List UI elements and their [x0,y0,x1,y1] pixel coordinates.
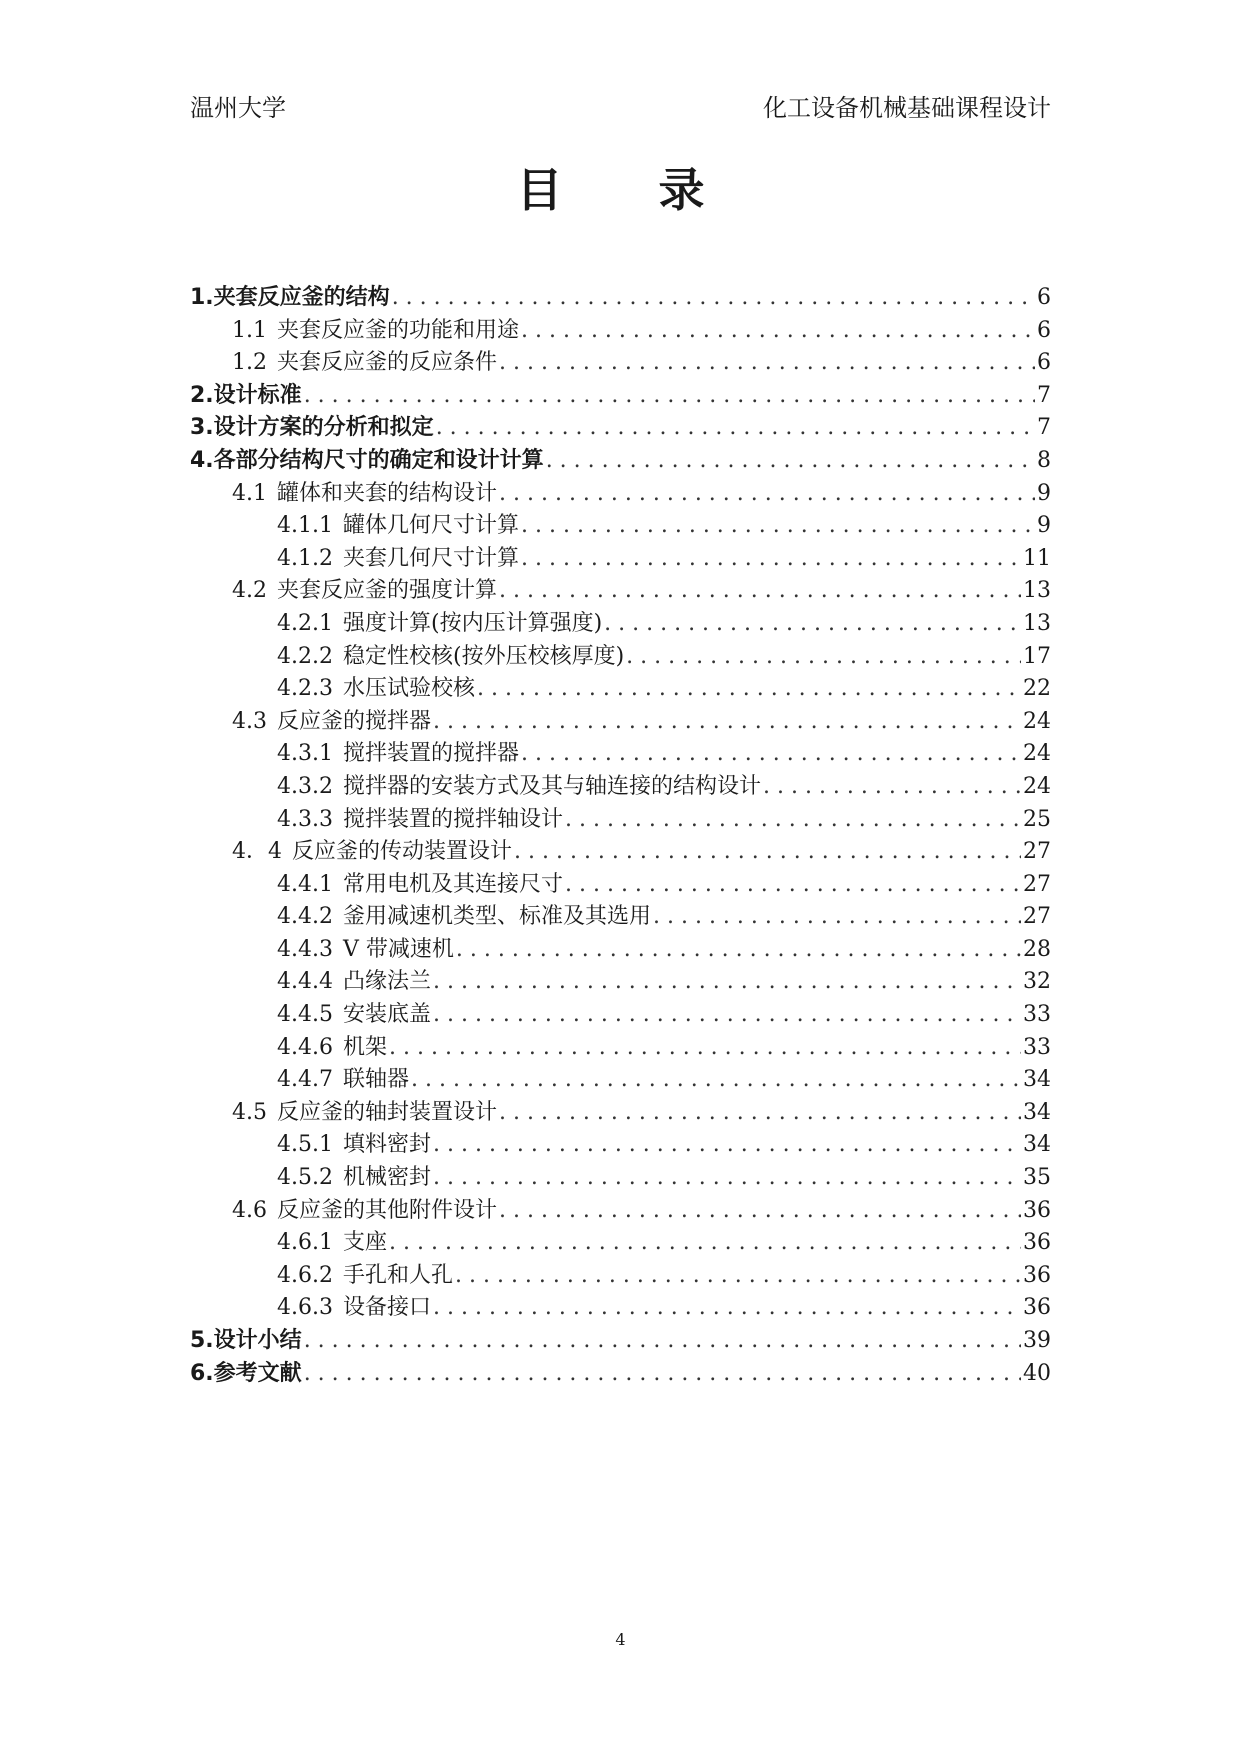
toc-entry-title: 支座 [342,1230,387,1256]
toc-entry[interactable] [190,608,1051,641]
toc-entry-number: 4.5.1 [277,1132,333,1158]
toc-entry-page: 6 [1037,317,1051,343]
toc-entry-page: 39 [1023,1328,1051,1353]
header-course: 化工设备机械基础课程设计 [763,94,1051,122]
toc-dot-leader [436,412,1035,445]
toc-entry-number: 4. [190,447,214,473]
toc-entry-title: 设备接口 [342,1295,431,1321]
toc-entry-title: 手孔和人孔 [342,1262,453,1288]
toc-entry-title: 反应釜的轴封装置设计 [277,1099,498,1125]
toc-entry-number: 4.3.2 [277,773,333,799]
toc-entry[interactable] [190,673,1051,706]
toc-dot-leader [514,836,1021,869]
toc-entry-title: 夹套几何尺寸计算 [342,545,519,571]
toc-entry[interactable] [190,575,1051,608]
toc-dot-leader [433,706,1021,739]
toc-entry-title: 反应釜的传动装置设计 [292,839,513,865]
toc-entry-number: 4.2.1 [277,610,333,636]
toc-entry-page: 9 [1037,513,1051,539]
toc-entry-title: 夹套反应釜的强度计算 [277,578,498,604]
toc-entry[interactable] [190,282,1051,315]
toc-dot-leader [653,901,1021,934]
toc-entry-page: 33 [1023,1002,1051,1028]
toc-entry-number: 4.3.3 [277,806,333,832]
toc-entry-page: 8 [1037,447,1051,473]
toc-dot-leader [499,1097,1021,1130]
toc-dot-leader [392,282,1035,315]
toc-entry-page: 6 [1037,285,1051,310]
toc-dot-leader [499,575,1021,608]
toc-dot-leader [389,1032,1021,1065]
toc-entry-number: 4.3.1 [277,741,333,767]
toc-entry[interactable] [190,543,1051,576]
toc-dot-leader [626,641,1021,674]
toc-entry-page: 36 [1023,1262,1051,1288]
toc-entry-title: 稳定性校核(按外压校核厚度) [342,643,625,669]
toc-entry-number: 4.4.7 [277,1067,333,1093]
toc-entry-page: 27 [1023,871,1051,897]
toc-entry-page: 36 [1023,1295,1051,1321]
toc-entry[interactable] [190,315,1051,348]
toc-dot-leader [304,1325,1021,1358]
page-header [190,90,1051,126]
toc-entry-number: 4.2.2 [277,643,333,669]
toc-dot-leader [433,999,1021,1032]
toc-entry-title: 设计方案的分析和拟定 [213,415,434,441]
toc-entry[interactable] [190,1292,1051,1325]
toc-entry-number: 4．4 [232,839,282,865]
toc-entry[interactable] [190,1129,1051,1162]
toc-entry[interactable] [190,1064,1051,1097]
toc-dot-leader [521,738,1021,771]
toc-entry-number: 1.1 [232,317,267,343]
toc-entry-number: 1. [190,285,214,310]
toc-dot-leader [433,1292,1021,1325]
toc-entry-page: 17 [1023,643,1051,669]
toc-entry[interactable] [190,412,1051,445]
toc-entry-title: 搅拌装置的搅拌器 [342,741,519,767]
toc-entry-title: 机械密封 [342,1165,431,1191]
toc-entry-page: 11 [1023,545,1051,571]
toc-dot-leader [389,1227,1021,1260]
toc-entry-page: 24 [1023,773,1051,799]
toc-entry[interactable] [190,934,1051,967]
toc-entry-title: 设计标准 [213,382,302,408]
toc-entry-number: 4.1.2 [277,545,333,571]
toc-entry[interactable] [190,1358,1051,1391]
toc-entry-page: 24 [1023,708,1051,734]
toc-entry[interactable] [190,1032,1051,1065]
toc-dot-leader [604,608,1021,641]
toc-entry-page: 22 [1023,676,1051,702]
toc-dot-leader [499,1195,1021,1228]
toc-entry-page: 27 [1023,839,1051,865]
toc-entry[interactable] [190,1162,1051,1195]
page-title: 目 录 [516,163,745,217]
toc-dot-leader [433,966,1021,999]
toc-dot-leader [304,380,1035,413]
toc-entry[interactable] [190,771,1051,804]
toc-entry-page: 36 [1023,1230,1051,1256]
toc-entry-number: 4.5 [232,1099,267,1125]
toc-entry-page: 34 [1023,1099,1051,1125]
toc-entry[interactable] [190,445,1051,478]
toc-entry-page: 36 [1023,1197,1051,1223]
toc-entry-page: 7 [1037,382,1051,408]
toc-entry-title: 水压试验校核 [342,676,475,702]
toc-entry-title: 凸缘法兰 [342,969,431,995]
toc-entry[interactable] [190,966,1051,999]
toc-entry[interactable] [190,869,1051,902]
toc-entry[interactable] [190,706,1051,739]
toc-entry-number: 2. [190,382,214,408]
toc-entry-page: 25 [1023,806,1051,832]
toc-entry-title: 反应釜的其他附件设计 [277,1197,498,1223]
toc-entry[interactable] [190,1227,1051,1260]
toc-entry-page: 35 [1023,1165,1051,1191]
toc-entry[interactable] [190,738,1051,771]
toc-dot-leader [521,315,1035,348]
toc-entry-title: 参考文献 [213,1360,302,1386]
toc-entry-title: 夹套反应釜的结构 [213,285,390,310]
toc-entry[interactable] [190,901,1051,934]
toc-entry-number: 4.3 [232,708,267,734]
toc-entry-number: 3. [190,415,214,441]
toc-entry-page: 7 [1037,415,1051,441]
toc-entry[interactable] [190,804,1051,837]
toc-entry[interactable] [190,641,1051,674]
toc-dot-leader [304,1358,1021,1391]
toc-entry-title: 各部分结构尺寸的确定和设计计算 [213,447,544,473]
toc-entry-page: 9 [1037,480,1051,506]
toc-entry-number: 4.5.2 [277,1165,333,1191]
toc-entry-page: 40 [1023,1360,1051,1386]
toc-entry-title: 机架 [342,1034,387,1060]
toc-entry[interactable] [190,347,1051,380]
toc-entry-title: 釜用减速机类型、标准及其选用 [342,904,651,930]
toc-entry-title: 设计小结 [213,1328,302,1353]
toc-entry-number: 4.4.4 [277,969,333,995]
toc-dot-leader [477,673,1021,706]
toc-entry-number: 4.2 [232,578,267,604]
toc-dot-leader [565,869,1021,902]
header-school: 温州大学 [190,94,286,122]
toc-entry-page: 13 [1023,610,1051,636]
toc-entry-number: 4.2.3 [277,676,333,702]
toc-entry-number: 4.4.3 [277,936,333,962]
toc-entry-title: 罐体和夹套的结构设计 [277,480,498,506]
toc-entry[interactable] [190,478,1051,511]
toc-entry-title: 夹套反应釜的功能和用途 [277,317,520,343]
toc-dot-leader [411,1064,1021,1097]
toc-entry-number: 4.4.1 [277,871,333,897]
toc-entry-number: 4.1.1 [277,513,333,539]
toc-entry-number: 4.4.2 [277,904,333,930]
toc-entry[interactable] [190,1195,1051,1228]
toc-dot-leader [433,1129,1021,1162]
toc-entry-title: 反应釜的搅拌器 [277,708,432,734]
toc-entry-page: 13 [1023,578,1051,604]
page-number: 4 [615,1630,626,1649]
toc-entry-number: 5. [190,1328,214,1353]
toc-dot-leader [546,445,1035,478]
toc-entry-number: 4.4.6 [277,1034,333,1060]
toc-entry-page: 28 [1023,936,1051,962]
toc-entry-title: 常用电机及其连接尺寸 [342,871,563,897]
toc-entry-page: 33 [1023,1034,1051,1060]
toc-entry-number: 4.6 [232,1197,267,1223]
toc-entry-page: 34 [1023,1132,1051,1158]
toc-entry[interactable] [190,1097,1051,1130]
toc-entry-title: 夹套反应釜的反应条件 [277,350,498,376]
toc-entry-number: 4.6.3 [277,1295,333,1321]
toc-entry-title: 安装底盖 [342,1002,431,1028]
toc-dot-leader [521,510,1035,543]
toc-entry-page: 6 [1037,350,1051,376]
toc-entry-title: 搅拌器的安装方式及其与轴连接的结构设计 [342,773,761,799]
toc-entry-page: 32 [1023,969,1051,995]
toc-entry-title: 搅拌装置的搅拌轴设计 [342,806,563,832]
toc-entry[interactable] [190,836,1051,869]
toc-dot-leader [565,804,1021,837]
toc-entry-number: 4.4.5 [277,1002,333,1028]
toc-entry-title: 强度计算(按内压计算强度) [342,610,603,636]
toc-dot-leader [521,543,1021,576]
toc-entry-title: 罐体几何尺寸计算 [342,513,519,539]
toc-entry-number: 1.2 [232,350,267,376]
toc-dot-leader [499,478,1035,511]
toc-entry-page: 27 [1023,904,1051,930]
toc-entry[interactable] [190,999,1051,1032]
toc-entry-page: 24 [1023,741,1051,767]
toc-dot-leader [433,1162,1021,1195]
toc-entry[interactable] [190,380,1051,413]
toc-dot-leader [499,347,1035,380]
toc-entry[interactable] [190,510,1051,543]
toc-entry-number: 4.6.1 [277,1230,333,1256]
toc-entry-number: 4.6.2 [277,1262,333,1288]
toc-entry-title: 填料密封 [342,1132,431,1158]
toc-entry-title: V 带减速机 [342,936,454,962]
toc-entry-page: 34 [1023,1067,1051,1093]
toc-dot-leader [763,771,1021,804]
toc-entry-number: 4.1 [232,480,267,506]
toc-entry[interactable] [190,1260,1051,1293]
toc-entry[interactable] [190,1325,1051,1358]
toc-entry-number: 6. [190,1360,214,1386]
toc-dot-leader [456,934,1021,967]
toc-entry-title: 联轴器 [342,1067,409,1093]
table-of-contents [190,282,1051,1390]
toc-dot-leader [455,1260,1021,1293]
